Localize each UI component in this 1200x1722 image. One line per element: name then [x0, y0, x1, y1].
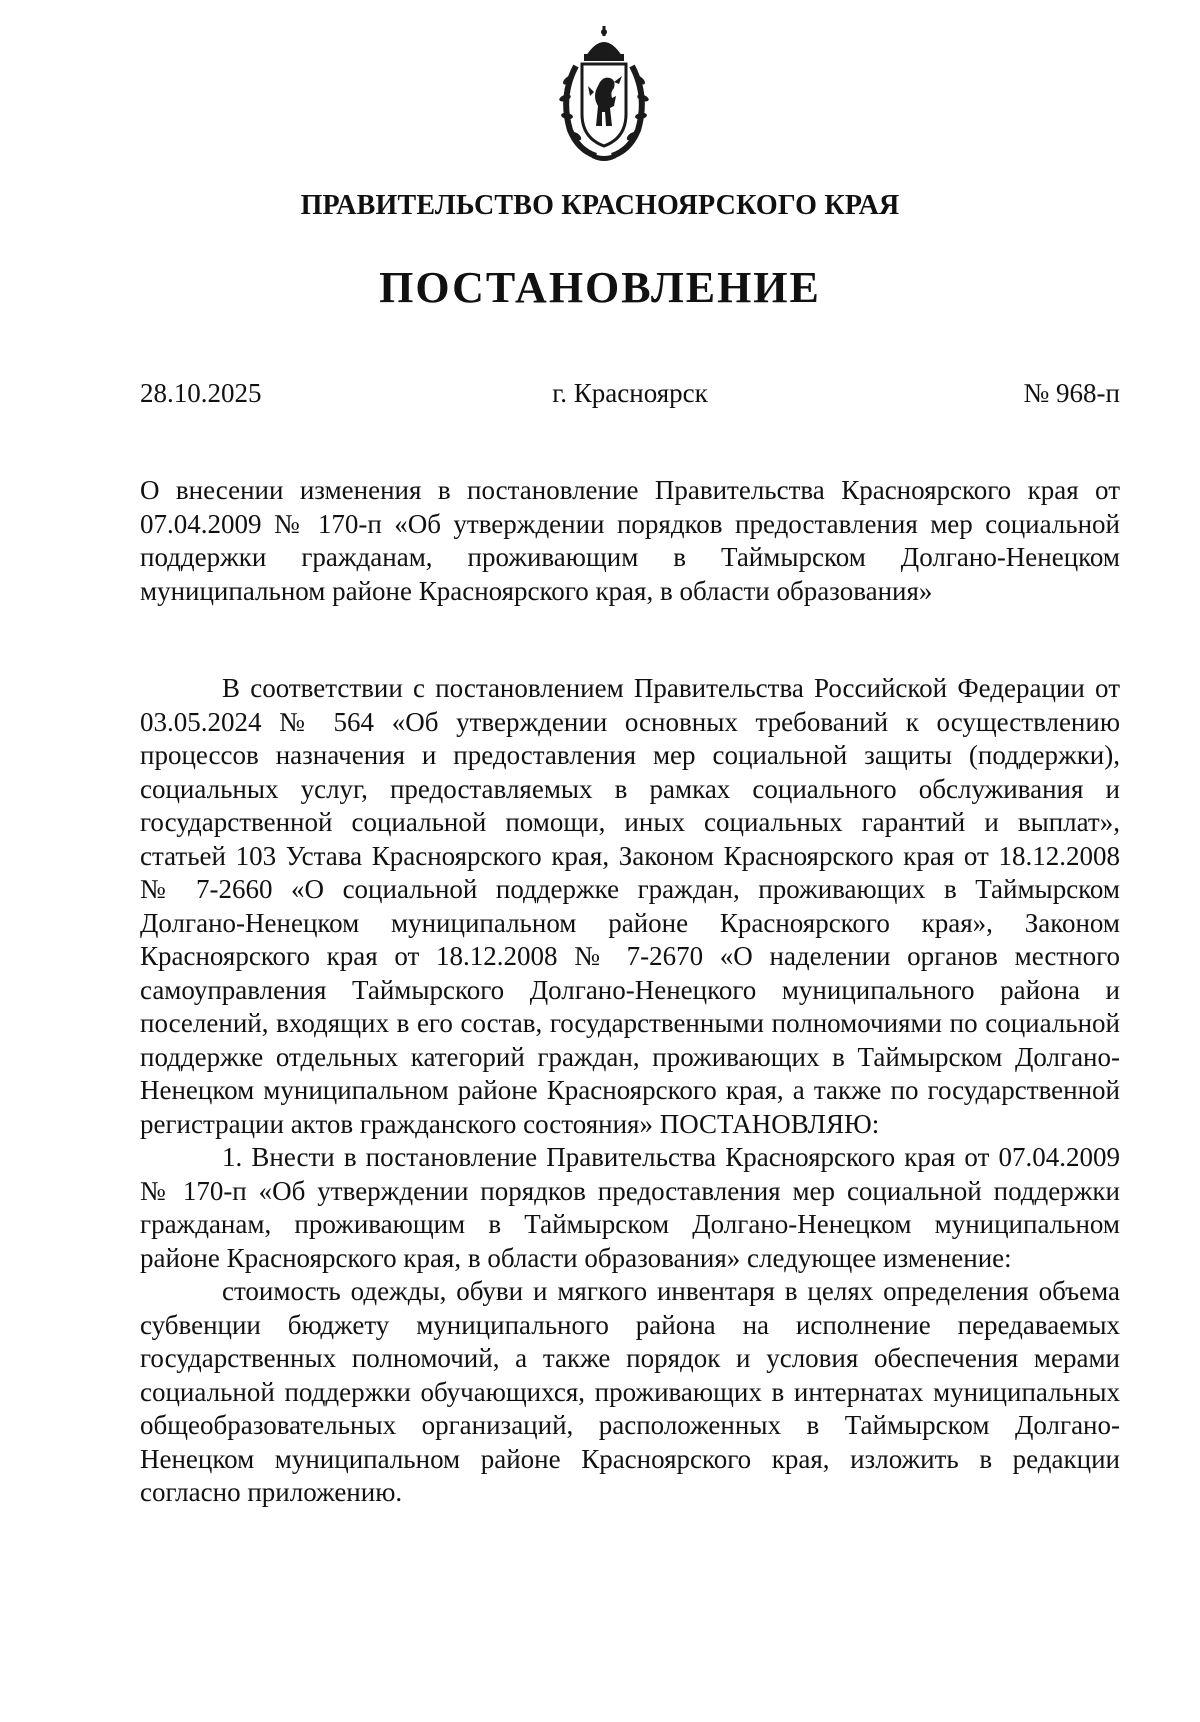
document-type: ПОСТАНОВЛЕНИЕ [379, 263, 821, 312]
document-number: № 968-п [1023, 378, 1120, 408]
document-body [140, 672, 1120, 1510]
document-meta [140, 378, 1120, 418]
krasnoyarsk-coat-of-arms-icon [556, 26, 652, 162]
document-title: О внесении изменения в постановление Правительства Красноярского края от 07.04.2009 № 170-п «Об утверждении порядков предоставления мер социальной поддержки гражданам, проживающим в Таймырском Долгано-Ненецком муниципальном районе Красноярского края, в области образования» [140, 475, 1120, 606]
body-paragraph: В соответствии с постановлением Правительства Российской Федерации от 03.05.2024 № 564 «Об утверждении основных требований к осуществлению процессов назначения и предоставления мер социальной защиты (поддержки), социальных услуг, предоставляемых в рамках социального обслуживания и государственной социальной помощи, иных социальных гарантий и выплат», статьей 103 Устава Красноярского края, Законом Красноярского края от 18.12.2008 № 7-2660 «О социальной поддержке граждан, проживающих в Таймырском Долгано-Ненецком муниципальном районе Красноярского края», Законом Красноярского края от 18.12.2008 № 7-2670 «О наделении органов местного самоуправления Таймырского Долгано-Ненецкого муниципального района и поселений, входящих в его состав, государственными полномочиями по социальной поддержке отдельных категорий граждан, проживающих в Таймырском Долгано-Ненецком муниципальном районе Красноярского края, а также по государственной регистрации актов гражданского состояния» ПОСТАНОВЛЯЮ: [140, 673, 1120, 1139]
document-date: 28.10.2025 [140, 378, 262, 408]
body-paragraph: стоимость одежды, обуви и мягкого инвентаря в целях определения объема субвенции бюджету муниципального района на исполнение передаваемых государственных полномочий, а также порядок и условия обеспечения мерами социальной поддержки обучающихся, проживающих в интернатах муниципальных общеобразовательных организаций, расположенных в Таймырском Долгано-Ненецком муниципальном районе Красноярского края, изложить в редакции согласно приложению. [140, 1276, 1120, 1507]
organization-name: ПРАВИТЕЛЬСТВО КРАСНОЯРСКОГО КРАЯ [300, 190, 900, 221]
document-city: г. Красноярск [552, 378, 708, 408]
body-paragraph: 1. Внести в постановление Правительства Красноярского края от 07.04.2009 № 170-п «Об утверждении порядков предоставления мер социальной поддержки гражданам, проживающим в Таймырском Долгано-Ненецком муниципальном районе Красноярского края, в области образования» следующее изменение: [140, 1142, 1120, 1273]
